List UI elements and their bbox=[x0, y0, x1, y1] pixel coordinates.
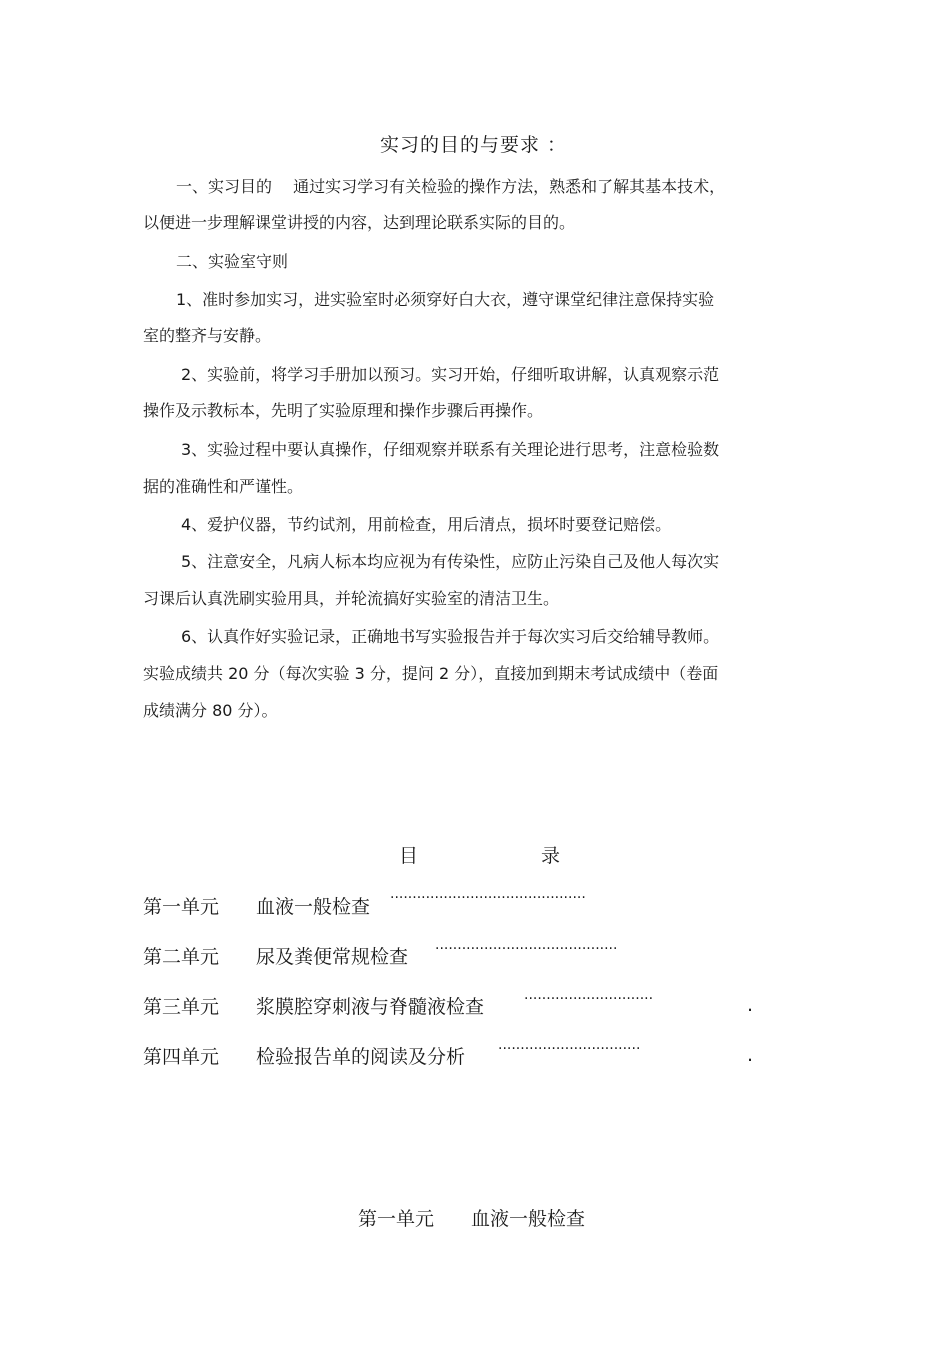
purpose-line-2: 以便进一步理解课堂讲授的内容，达到理论联系实际的目的。 bbox=[143, 213, 576, 232]
toc-leader-dots: ····························· bbox=[524, 991, 654, 1007]
rule-2-line-1: 2、实验前，将学习手册加以预习。实习开始，仔细听取讲解，认真观察示范 bbox=[181, 365, 720, 384]
toc-name: 血液一般检查 bbox=[256, 896, 371, 918]
toc-unit: 第一单元 bbox=[143, 896, 220, 918]
toc-unit: 第二单元 bbox=[143, 946, 220, 968]
rule-4-line-1: 4、爱护仪器，节约试剂，用前检查，用后清点，损坏时要登记赔偿。 bbox=[181, 515, 672, 534]
rule-1-line-1: 1、准时参加实习，进实验室时必须穿好白大衣，遵守课堂纪律注意保持实验 bbox=[176, 290, 715, 309]
unit-heading-number: 第一单元 bbox=[358, 1208, 435, 1230]
page-title: 实习的目的与要求 ： bbox=[380, 134, 568, 156]
toc-unit: 第四单元 bbox=[143, 1046, 220, 1068]
unit-heading-name: 血液一般检查 bbox=[471, 1208, 586, 1230]
toc-leader-dots: ············································ bbox=[390, 890, 586, 906]
toc-unit: 第三单元 bbox=[143, 996, 220, 1018]
toc-leader-dots: ········································· bbox=[435, 941, 618, 957]
rule-6-line-3: 成绩满分 80 分）。 bbox=[143, 701, 278, 720]
rule-3-line-1: 3、实验过程中要认真操作，仔细观察并联系有关理论进行思考，注意检验数 bbox=[181, 440, 720, 459]
rule-6-line-1: 6、认真作好实验记录，正确地书写实验报告并于每次实习后交给辅导教师。 bbox=[181, 627, 720, 646]
rules-heading: 二、实验室守则 bbox=[176, 252, 289, 271]
toc-name: 尿及粪便常规检查 bbox=[256, 946, 409, 968]
rule-1-line-2: 室的整齐与安静。 bbox=[143, 326, 272, 345]
toc-name: 检验报告单的阅读及分析 bbox=[256, 1046, 466, 1068]
purpose-line-1: 一、实习目的 通过实习学习有关检验的操作方法，熟悉和了解其基本技术， bbox=[176, 177, 726, 196]
toc-title-left: 目 bbox=[399, 845, 419, 867]
toc-page: . bbox=[747, 994, 754, 1016]
toc-name: 浆膜腔穿刺液与脊髓液检查 bbox=[256, 996, 485, 1018]
rule-3-line-2: 据的准确性和严谨性。 bbox=[143, 477, 304, 496]
rule-2-line-2: 操作及示教标本，先明了实验原理和操作步骤后再操作。 bbox=[143, 401, 544, 420]
toc-leader-dots: ································ bbox=[498, 1041, 641, 1057]
rule-6-line-2: 实验成绩共 20 分（每次实验 3 分，提问 2 分），直接加到期末考试成绩中（卷面 bbox=[143, 664, 719, 683]
rule-5-line-1: 5、注意安全，凡病人标本均应视为有传染性，应防止污染自己及他人每次实 bbox=[181, 552, 720, 571]
rule-5-line-2: 习课后认真洗刷实验用具，并轮流搞好实验室的清洁卫生。 bbox=[143, 589, 560, 608]
toc-page: . bbox=[747, 1044, 754, 1066]
toc-title-right: 录 bbox=[541, 845, 561, 867]
